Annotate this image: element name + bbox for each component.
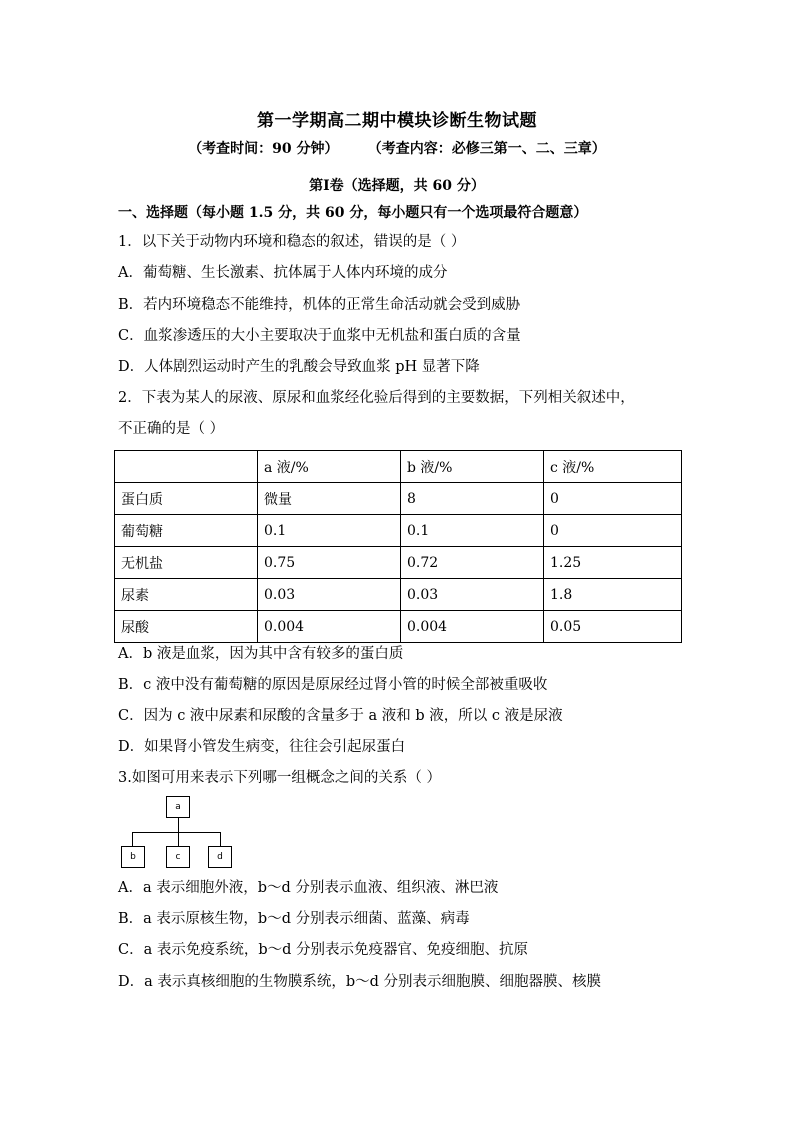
q2-option-a: A．b 液是血浆，因为其中含有较多的蛋白质 [118,646,404,662]
diagram-node-d: d [208,846,232,868]
connector-line [220,832,221,846]
concept-tree-diagram [118,796,242,870]
q3-option-d: D．a 表示真核细胞的生物膜系统，b～d 分别表示细胞膜、细胞器膜、核膜 [118,974,602,990]
table-cell: 0.004 [401,611,544,643]
table-cell: 1.25 [544,547,682,579]
connector-line [178,832,179,846]
q2-stem-line1: 2．下表为某人的尿液、原尿和血浆经化验后得到的主要数据，下列相关叙述中， [118,390,635,406]
table-cell: 0.03 [258,579,401,611]
table-cell: 0.03 [401,579,544,611]
table-cell: 0.75 [258,547,401,579]
table-header-row [115,451,682,483]
table-cell: 尿酸 [115,611,258,643]
table-cell: 0.004 [258,611,401,643]
exam-title: 第一学期高二期中模块诊断生物试题 [257,111,537,131]
table-cell: 蛋白质 [115,483,258,515]
exam-subtitle: （考查时间：90 分钟） （考查内容：必修三第一、二、三章） [188,141,606,157]
table-cell: 0 [544,515,682,547]
q1-option-c: C．血浆渗透压的大小主要取决于血浆中无机盐和蛋白质的含量 [118,328,521,344]
q2-option-c: C．因为 c 液中尿素和尿酸的含量多于 a 液和 b 液，所以 c 液是尿液 [118,708,563,724]
table-header-cell: a 液/% [258,451,401,483]
table-cell: 0 [544,483,682,515]
connector-line [178,816,179,832]
q3-option-b: B．a 表示原核生物，b～d 分别表示细菌、蓝藻、病毒 [118,911,470,927]
table-cell: 8 [401,483,544,515]
section-title: 第Ⅰ卷（选择题，共 60 分） [309,178,485,194]
table-header-cell: c 液/% [544,451,682,483]
q3-option-c: C．a 表示免疫系统，b～d 分别表示免疫器官、免疫细胞、抗原 [118,942,529,958]
table-row [115,611,682,643]
q2-data-table [114,450,682,643]
diagram-node-b: b [121,846,145,868]
table-cell: 1.8 [544,579,682,611]
diagram-node-c: c [166,846,190,868]
table-cell: 葡萄糖 [115,515,258,547]
table-cell: 尿素 [115,579,258,611]
q1-option-d: D．人体剧烈运动时产生的乳酸会导致血浆 pH 显著下降 [118,359,480,375]
table-cell: 微量 [258,483,401,515]
table-cell: 0.1 [258,515,401,547]
table-cell: 无机盐 [115,547,258,579]
table-cell: 0.1 [401,515,544,547]
table-header-cell [115,451,258,483]
table-row [115,579,682,611]
q1-option-a: A．葡萄糖、生长激素、抗体属于人体内环境的成分 [118,265,448,281]
connector-line [132,832,133,846]
q1-option-b: B．若内环境稳态不能维持，机体的正常生命活动就会受到威胁 [118,297,521,313]
diagram-node-a: a [166,796,190,818]
q3-option-a: A．a 表示细胞外液，b～d 分别表示血液、组织液、淋巴液 [118,880,499,896]
q2-option-b: B．c 液中没有葡萄糖的原因是原尿经过肾小管的时候全部被重吸收 [118,677,548,693]
q2-stem-line2: 不正确的是（ ） [118,421,225,437]
connector-line [132,832,220,833]
table-row [115,483,682,515]
table-cell: 0.72 [401,547,544,579]
section-instruction: 一、选择题（每小题 1.5 分，共 60 分，每小题只有一个选项最符合题意） [118,205,588,221]
q1-stem: 1．以下关于动物内环境和稳态的叙述，错误的是（ ） [118,234,466,250]
q3-stem: 3.如图可用来表示下列哪一组概念之间的关系（ ） [118,770,441,786]
table-header-cell: b 液/% [401,451,544,483]
table-row [115,515,682,547]
q2-option-d: D．如果肾小管发生病变，往往会引起尿蛋白 [118,739,406,755]
table-cell: 0.05 [544,611,682,643]
table-row [115,547,682,579]
